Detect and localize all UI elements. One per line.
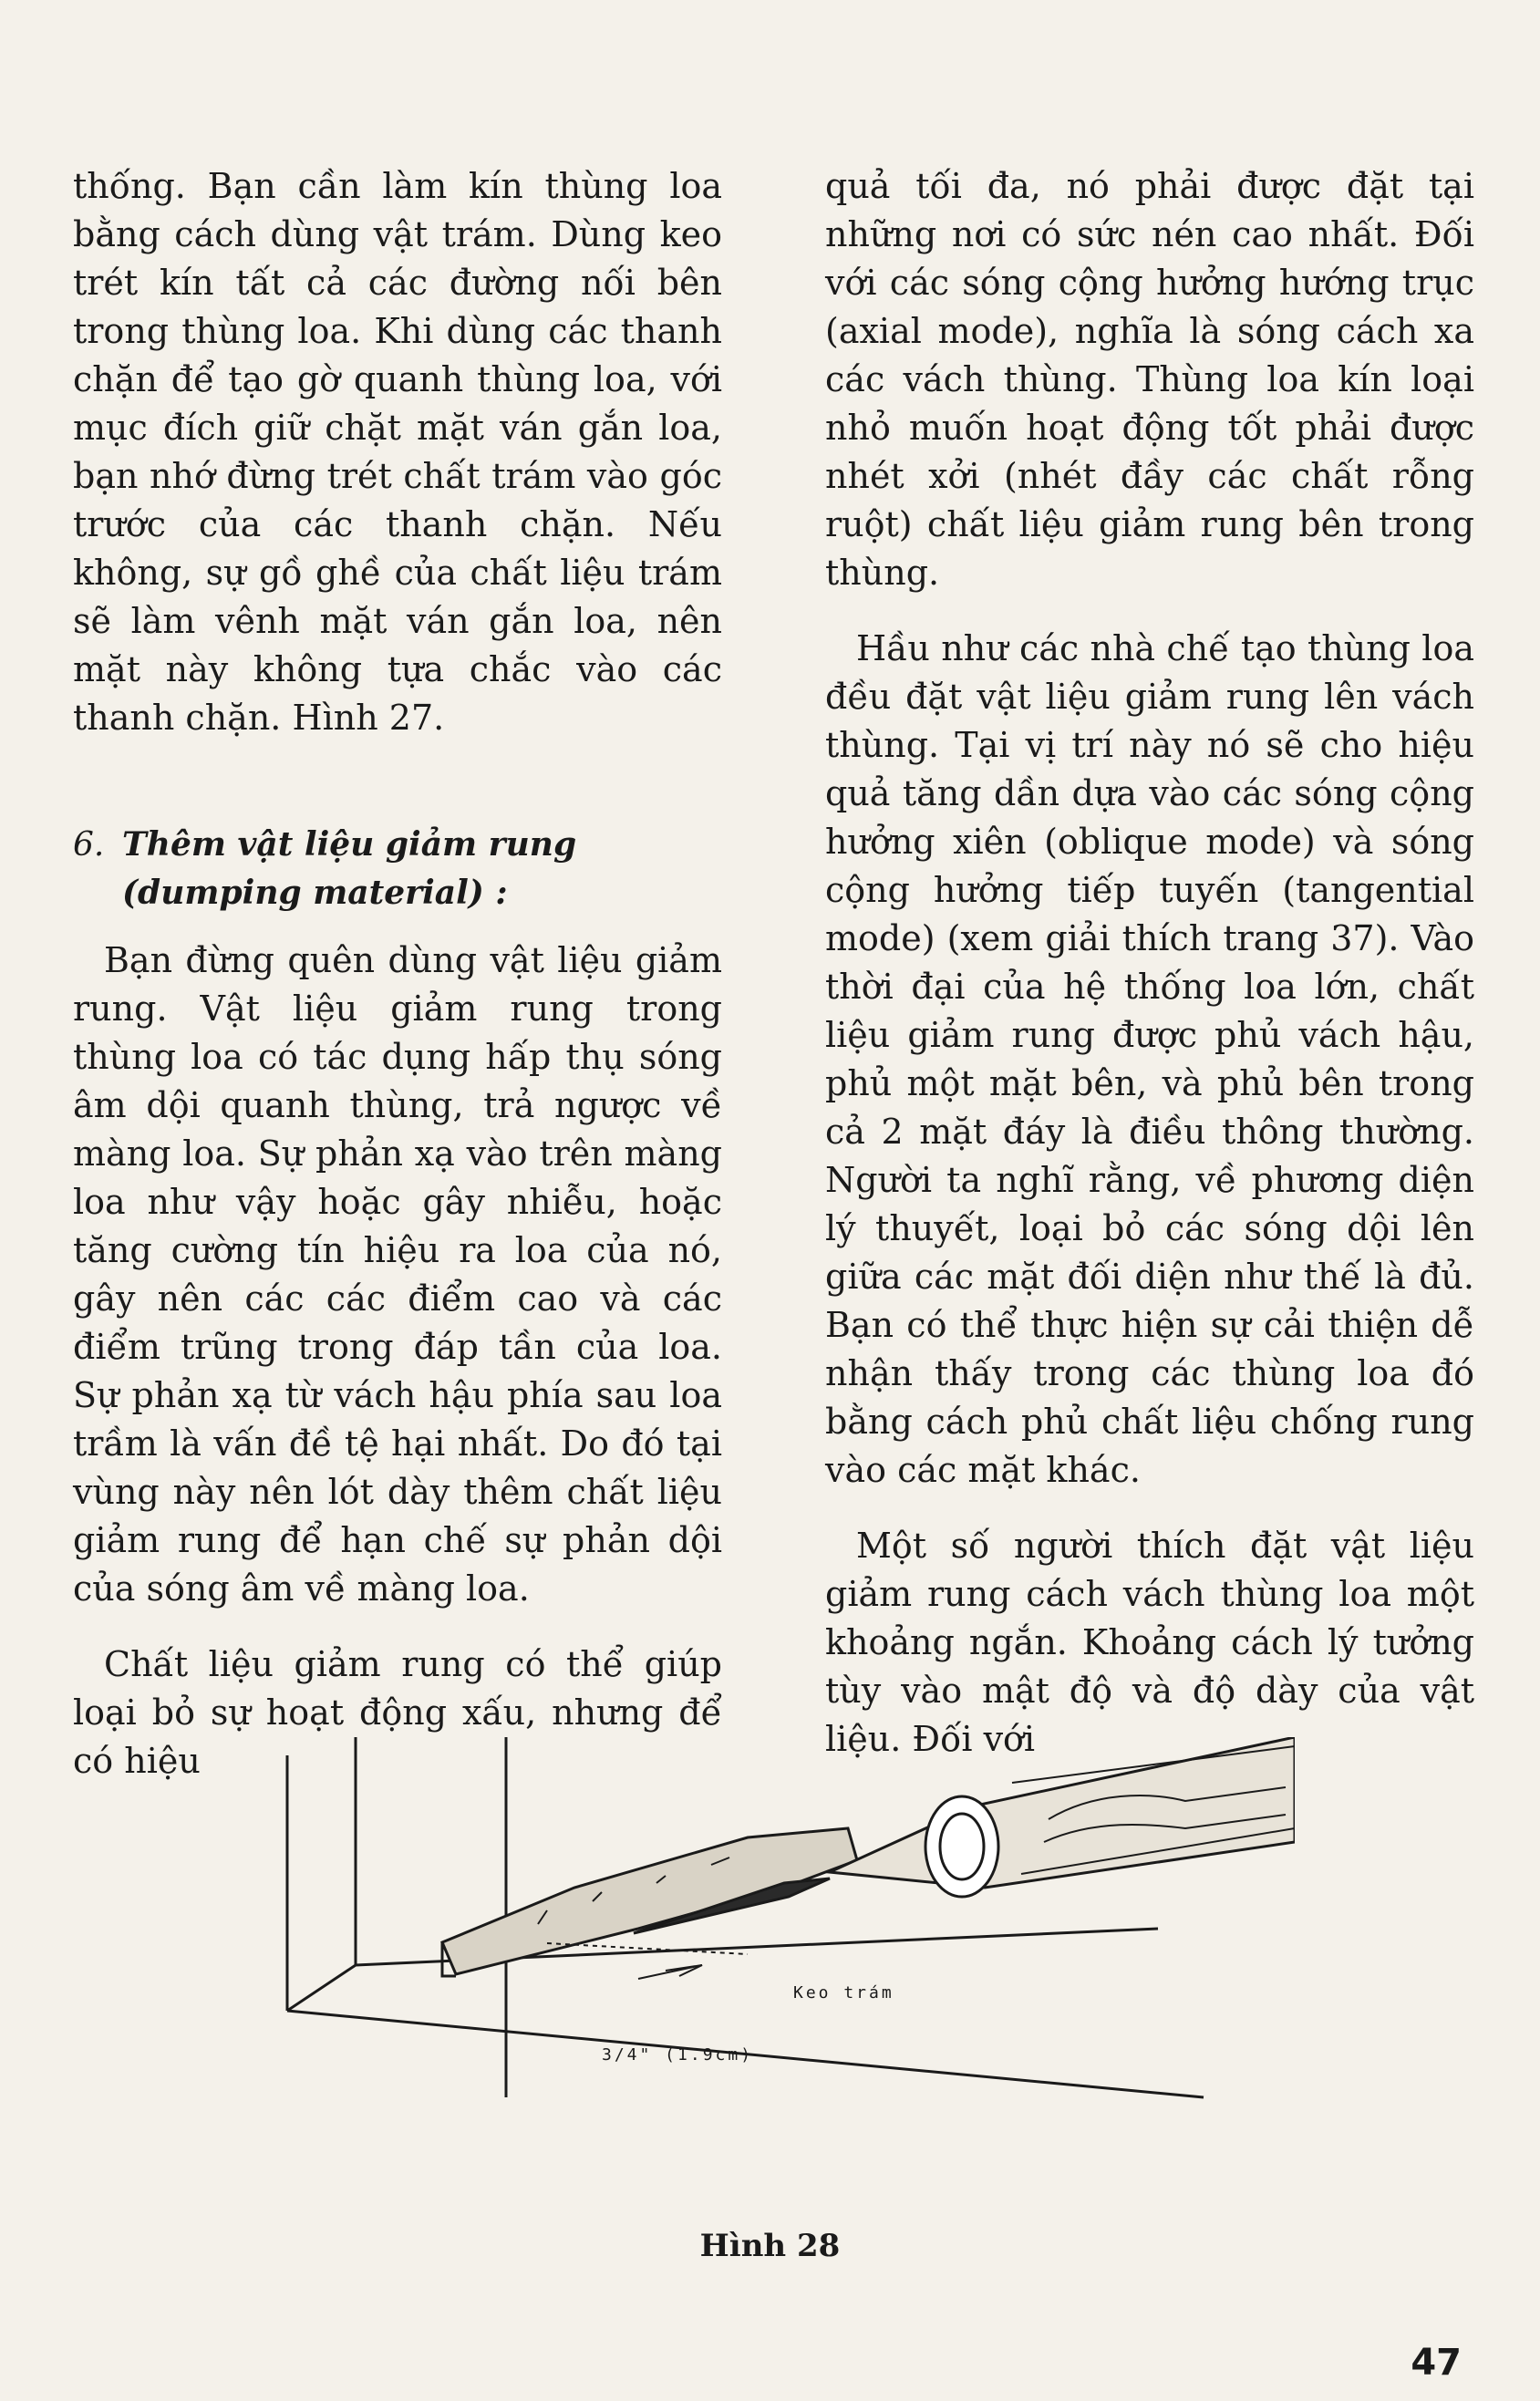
- section-title: Thêm vật liệu giảm rung: [122, 825, 577, 864]
- section-subtitle: (dumping material) :: [122, 874, 508, 912]
- right-column: [825, 162, 1474, 1764]
- caulking-illustration: [274, 1737, 1295, 2166]
- section-heading: [73, 821, 722, 916]
- label-dimension: 3/4" (1.9cm): [602, 2045, 754, 2065]
- left-paragraph-2: Bạn đừng quên dùng vật liệu giảm rung. Vật liệu giảm rung trong thùng loa có tác dụng hấp thụ sóng âm dội quanh thùng, trả ngược về màng loa. Sự phản xạ vào trên màng loa như vậy hoặc gây nhiễu, hoặc tăng cường tín hiệu ra loa của nó, gây nên các các điểm cao và các điểm trũng trong đáp tần của loa. Sự phản xạ từ vách hậu phía sau loa trầm là vấn đề tệ hại nhất. Do đó tại vùng này nên lót dày thêm chất liệu giảm rung để hạn chế sự phản dội của sóng âm về màng loa.: [73, 940, 722, 1609]
- right-paragraph-2: Hầu như các nhà chế tạo thùng loa đều đặt vật liệu giảm rung lên vách thùng. Tại vị trí này nó sẽ cho hiệu quả tăng dần dựa vào các sóng cộng hưởng xiên (oblique mode) và sóng cộng hưởng tiếp tuyến (tangential mode) (xem giải thích trang 37). Vào thời đại của hệ thống loa lớn, chất liệu giảm rung được phủ vách hậu, phủ một mặt bên, và phủ bên trong cả 2 mặt đáy là điều thông thường. Người ta nghĩ rằng, về phương diện lý thuyết, loại bỏ các sóng dội lên giữa các mặt đối diện như thế là đủ. Bạn có thể thực hiện sự cải thiện dễ nhận thấy trong các thùng loa đó bằng cách phủ chất liệu chống rung vào các mặt khác.: [825, 628, 1474, 1490]
- left-paragraph-1: thống. Bạn cần làm kín thùng loa bằng cách dùng vật trám. Dùng keo trét kín tất cả các đường nối bên trong thùng loa. Khi dùng các thanh chặn để tạo gờ quanh thùng loa, với mục đích giữ chặt mặt ván gắn loa, bạn nhớ đừng trét chất trám vào góc trước của các thanh chặn. Nếu không, sự gồ ghề của chất liệu trám sẽ làm vênh mặt ván gắn loa, nên mặt này không tựa chắc vào các thanh chặn. Hình 27.: [73, 166, 722, 738]
- page-number: 47: [1411, 2342, 1462, 2384]
- label-keo-tram: Keo trám: [793, 1983, 894, 2003]
- section-number: 6.: [73, 826, 105, 864]
- figure-28-illustration: [274, 1737, 1295, 2166]
- right-paragraph-1: quả tối đa, nó phải được đặt tại những nơi có sức nén cao nhất. Đối với các sóng cộng hưởng hướng trục (axial mode), nghĩa là sóng cách xa các vách thùng. Thùng loa kín loại nhỏ muốn hoạt động tốt phải được nhét xởi (nhét đầy các chất rỗng ruột) chất liệu giảm rung bên trong thùng.: [825, 166, 1474, 593]
- right-paragraph-3: Một số người thích đặt vật liệu giảm rung cách vách thùng loa một khoảng ngắn. Khoảng cách lý tưởng tùy vào mật độ và độ dày của vật liệu. Đối với: [825, 1526, 1474, 1759]
- figure-caption: Hình 28: [699, 2228, 841, 2264]
- left-paragraph-3: Chất liệu giảm rung có thể giúp loại bỏ sự hoạt động xấu, nhưng để có hiệu: [73, 1644, 722, 1781]
- gun-nozzle-end: [925, 1796, 998, 1897]
- left-column: [73, 162, 722, 1785]
